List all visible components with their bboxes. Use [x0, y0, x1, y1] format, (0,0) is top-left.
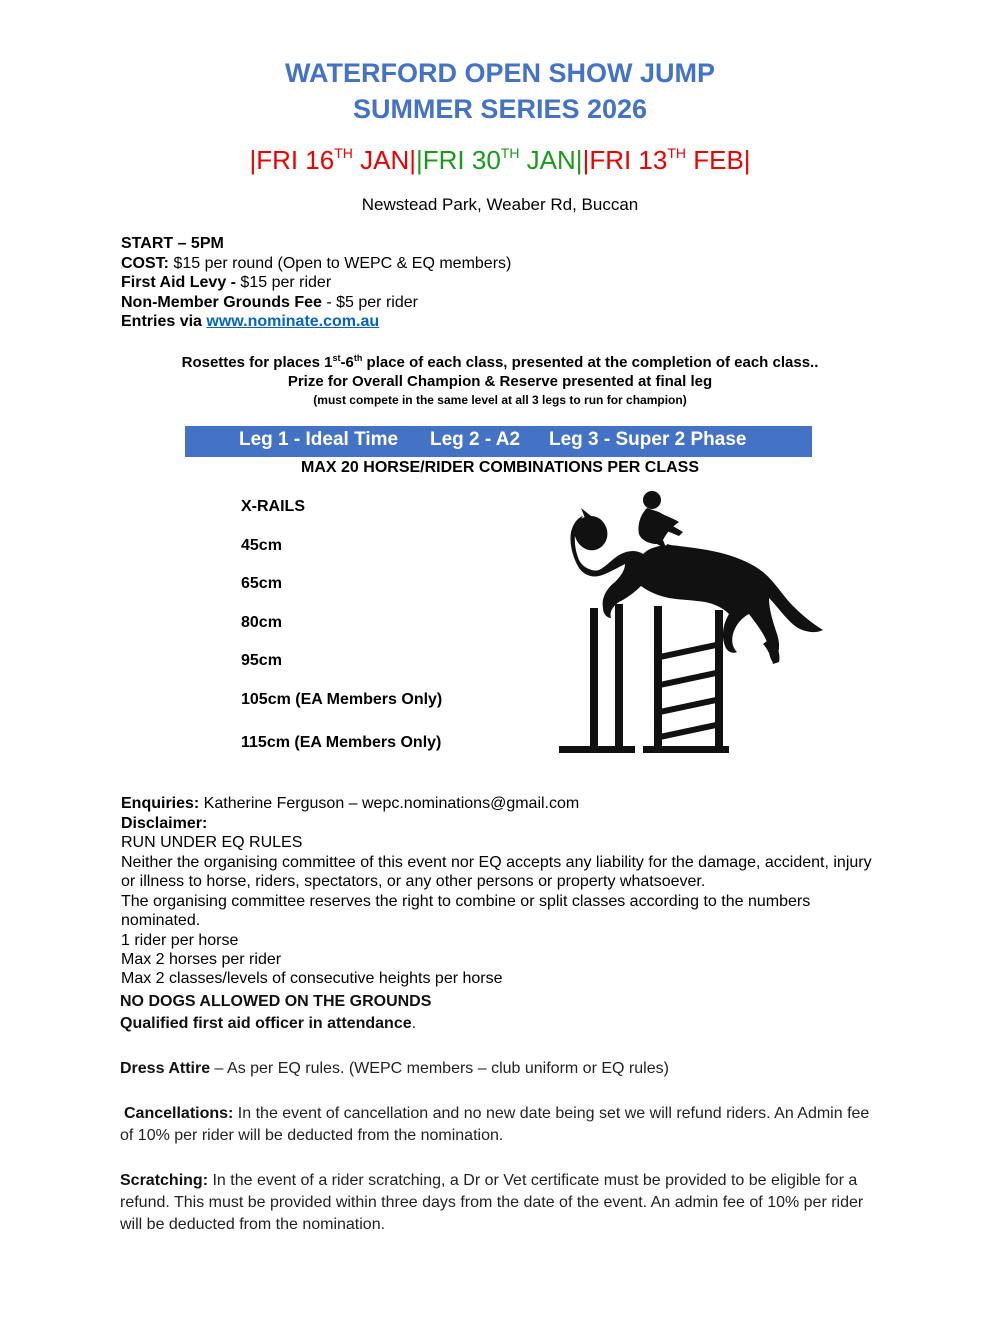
- disclaimer-line: 1 rider per horse: [121, 931, 239, 949]
- class-item: X-RAILS: [241, 498, 305, 515]
- disclaimer-line: The organising committee reserves the right to combine or split classes according to the numbers nominated.: [121, 892, 811, 929]
- leg-1: Leg 1 - Ideal Time: [239, 429, 399, 450]
- venue-address: Newstead Park, Weaber Rd, Buccan: [361, 195, 639, 214]
- start-time: START – 5PM: [121, 235, 224, 252]
- champion-note: (must compete in the same level at all 3 legs to run for champion): [313, 393, 687, 407]
- disclaimer-line: RUN UNDER EQ RULES: [121, 834, 303, 851]
- date-2: |FRI 30TH JAN|: [416, 145, 583, 175]
- legs-banner: [185, 426, 812, 457]
- scratching: Scratching: In the event of a rider scratching, a Dr or Vet certificate must be provided to be eligible for a refund. This must be provided within three days from the date of the event. An admin fee of 10% per rider will be deducted from the nomination.: [120, 1172, 864, 1233]
- cancellations: Cancellations: In the event of cancellation and no new date being set we will refund riders. An Admin fee of 10% per rider will be deducted from the nomination.: [120, 1105, 870, 1144]
- max-combinations: MAX 20 HORSE/RIDER COMBINATIONS PER CLASS: [301, 459, 699, 476]
- disclaimer-line: Max 2 classes/levels of consecutive heights per horse: [121, 970, 503, 987]
- class-item: 115cm (EA Members Only): [241, 734, 442, 751]
- first-aid-levy: First Aid Levy - $15 per rider: [121, 274, 332, 291]
- event-subtitle: SUMMER SERIES 2026: [352, 94, 648, 124]
- nominate-link[interactable]: www.nominate.com.au: [206, 313, 380, 330]
- first-aid-notice: Qualified first aid officer in attendance.: [120, 1015, 417, 1032]
- cost-line: COST: $15 per round (Open to WEPC & EQ members): [121, 254, 512, 272]
- overall-prize: Prize for Overall Champion & Reserve presented at final leg: [287, 373, 713, 390]
- event-title: WATERFORD OPEN SHOW JUMP: [284, 58, 715, 88]
- date-1: |FRI 16TH JAN|: [249, 145, 416, 175]
- leg-2: Leg 2 - A2: [430, 429, 521, 450]
- date-3: |FRI 13TH FEB|: [582, 145, 751, 175]
- rosettes-line: Rosettes for places 1st-6th place of each class, presented at the completion of each class..: [181, 353, 819, 371]
- no-dogs-notice: NO DOGS ALLOWED ON THE GROUNDS: [120, 993, 432, 1010]
- leg-3: Leg 3 - Super 2 Phase: [549, 429, 747, 450]
- horse-jumping-icon: [555, 488, 830, 760]
- disclaimer-line: Max 2 horses per rider: [121, 951, 282, 968]
- class-item: 65cm: [241, 575, 282, 592]
- dress-attire: Dress Attire – As per EQ rules. (WEPC members – club uniform or EQ rules): [120, 1060, 669, 1077]
- event-dates: [0, 143, 1000, 177]
- class-item: 105cm (EA Members Only): [241, 691, 443, 708]
- disclaimer-line: Neither the organising committee of this event nor EQ accepts any liability for the damage, accident, injury or illness to horse, riders, spectators, or any other persons or property whatsoever.: [121, 853, 872, 890]
- class-item: 95cm: [241, 652, 282, 669]
- grounds-fee: Non-Member Grounds Fee - $5 per rider: [121, 293, 418, 311]
- class-item: 80cm: [241, 614, 282, 631]
- entries-line: Entries via www.nominate.com.au: [121, 313, 380, 330]
- class-item: 45cm: [241, 537, 282, 554]
- enquiries-line: Enquiries: Katherine Ferguson – wepc.nominations@gmail.com: [121, 795, 580, 812]
- disclaimer-heading: Disclaimer:: [121, 814, 208, 832]
